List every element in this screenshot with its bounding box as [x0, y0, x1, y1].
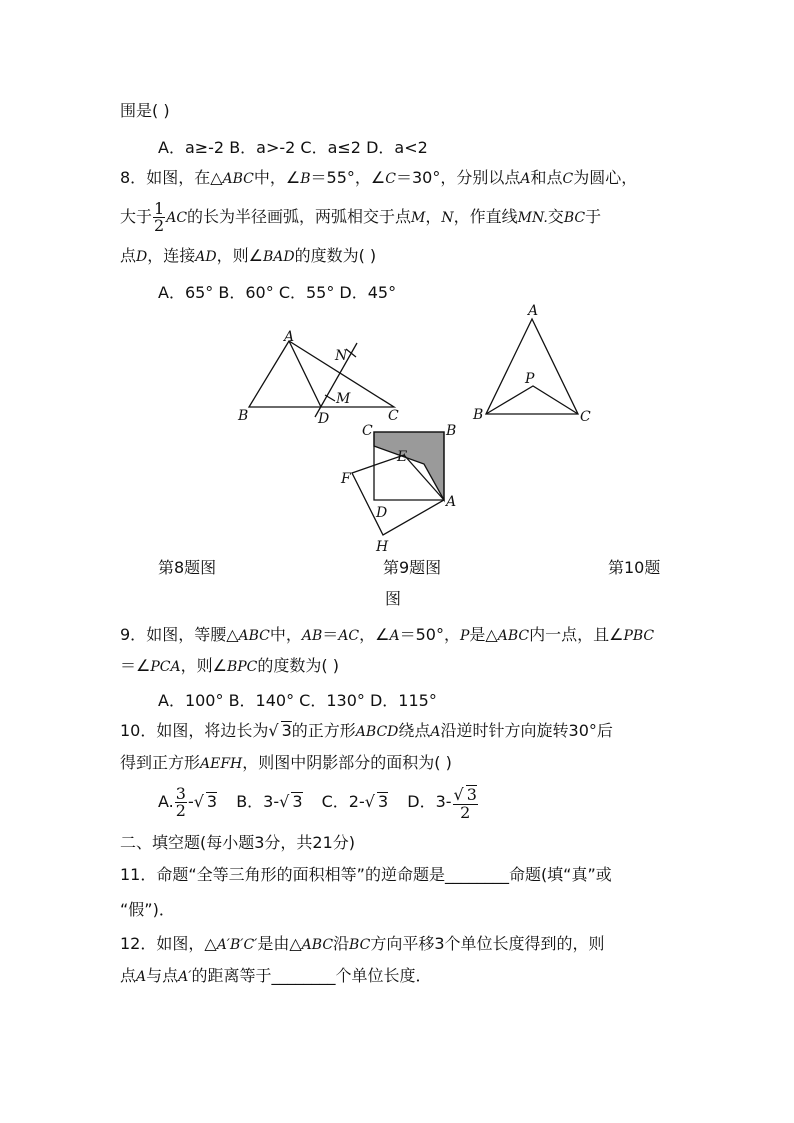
option-a: A. [158, 792, 174, 811]
segments-bp-pc [486, 386, 578, 414]
label-b: B [238, 408, 249, 424]
math-symbol: BPC [226, 659, 258, 675]
math-symbol: P [460, 628, 470, 644]
option-c: C．2- [321, 792, 365, 811]
q7-options: A．a≥-2 B．a>-2 C．a≤2 D．a<2 [158, 138, 428, 157]
q8-text: 为圆心， [573, 168, 638, 187]
q9-line2 [120, 655, 339, 678]
fraction-denominator: 2 [460, 802, 471, 822]
q9-line1 [120, 624, 654, 647]
math-symbol: C [385, 171, 396, 187]
q9-text: ＝ [322, 625, 339, 644]
math-symbol: M [411, 210, 426, 226]
q10-line1 [120, 720, 613, 743]
fraction [153, 201, 165, 234]
q10-text: 沿逆时针方向旋转30°后 [440, 721, 613, 740]
label-b: B [473, 407, 484, 423]
q8-text: ，作直线 [453, 207, 518, 226]
sqrt-radicand: 3 [292, 792, 303, 811]
q9-text: 是△ [469, 625, 498, 644]
q8-text: ＝55°，∠ [310, 168, 386, 187]
q10-text: 如图，将边长为 [156, 721, 269, 740]
q9-text: 的度数为( ) [257, 656, 339, 675]
triangle-abc [486, 319, 578, 414]
fraction [453, 785, 478, 821]
math-symbol: BC [349, 937, 371, 953]
section-2-heading: 二、填空题(每小题3分，共21分) [120, 833, 356, 852]
caption-fig10-wrap: 图 [385, 589, 402, 608]
label-e: E [397, 449, 408, 465]
math-symbol: B [300, 171, 311, 187]
q12-text: 点 [120, 966, 137, 985]
q7-continuation: 围是( ) [120, 101, 170, 120]
label-n: N [335, 348, 348, 364]
q8-text: 点 [120, 246, 137, 265]
q10-text: ，则图中阴影部分的面积为( ) [242, 753, 452, 772]
fraction-denominator: 2 [154, 216, 165, 235]
q12-line1 [120, 933, 605, 956]
q8-text: 大于 [120, 207, 153, 226]
math-symbol: ABC [222, 171, 254, 187]
q8-text: 于 [585, 207, 602, 226]
label-h: H [376, 539, 389, 555]
math-symbol: AD [195, 249, 217, 265]
math-symbol: A′ [178, 969, 192, 985]
q8-text: ， [425, 207, 442, 226]
q11-line1: 11．命题“全等三角形的面积相等”的逆命题是________命题(填“真”或 [120, 865, 612, 884]
label-a: A [528, 303, 539, 319]
label-c: C [580, 409, 591, 425]
q10-options [158, 780, 479, 824]
q8-number: 8． [120, 168, 147, 187]
sqrt-symbol: √ [268, 721, 279, 740]
math-symbol: A [430, 724, 441, 740]
sqrt-radicand: 3 [466, 784, 477, 804]
fraction-denominator: 2 [175, 801, 186, 820]
q9-text: ，则∠ [180, 656, 227, 675]
math-symbol: ABC [301, 937, 334, 953]
math-symbol: ABC [497, 628, 530, 644]
math-symbol: BAD [262, 249, 295, 265]
q8-text: ，则∠ [216, 246, 263, 265]
sqrt-symbol: √ [364, 792, 375, 811]
option-b: B．3- [236, 792, 280, 811]
figure-8 [249, 341, 394, 417]
q8-text: 中，∠ [253, 168, 301, 187]
q9-text: ，∠ [359, 625, 390, 644]
sqrt-symbol: √ [453, 784, 464, 804]
sqrt-radicand: 3 [377, 792, 389, 811]
caption-fig9: 第9题图 [383, 558, 442, 577]
label-b: B [446, 423, 457, 439]
q9-text: 内一点，且∠ [529, 625, 624, 644]
sqrt-radicand: 3 [206, 792, 218, 811]
q8-line1 [120, 167, 637, 190]
q9-text: 中， [269, 625, 302, 644]
q8-text: 如图，在△ [146, 168, 223, 187]
label-d: D [318, 411, 330, 427]
sqrt-symbol: √ [279, 792, 290, 811]
math-symbol: ABC [238, 628, 270, 644]
figure-9 [352, 432, 444, 535]
q10-text: 绕点 [398, 721, 431, 740]
q12-number: 12． [120, 934, 157, 953]
fraction-numerator [453, 785, 478, 805]
math-symbol: A′B′C′ [216, 937, 258, 953]
math-symbol: PBC [623, 628, 655, 644]
label-f: F [341, 471, 351, 487]
math-symbol: AC [338, 628, 360, 644]
q8-text: ，连接 [147, 246, 196, 265]
q8-text: 和点 [530, 168, 563, 187]
math-symbol: AB [301, 628, 323, 644]
label-a: A [446, 494, 457, 510]
math-symbol: AEFH [200, 756, 243, 772]
sqrt-symbol: √ [193, 792, 204, 811]
q8-line3 [120, 245, 376, 268]
q8-options: A．65° B．60° C．55° D．45° [158, 283, 397, 302]
math-symbol: BC [563, 210, 586, 226]
q9-text: ＝50°， [399, 625, 460, 644]
q9-text: 如图，等腰△ [146, 625, 239, 644]
sqrt-radicand: 3 [281, 721, 292, 740]
math-symbol: A [389, 628, 400, 644]
label-c: C [362, 423, 373, 439]
label-d: D [376, 505, 388, 521]
minus: - [187, 792, 194, 811]
q12-text: 的距离等于________个单位长度． [191, 966, 432, 985]
q8-text: 的度数为( ) [294, 246, 377, 265]
q12-text: 沿 [333, 934, 350, 953]
q10-line2 [120, 752, 452, 775]
math-symbol: C [562, 171, 574, 187]
q12-text: 方向平移3个单位长度得到的，则 [370, 934, 605, 953]
q9-number: 9． [120, 625, 147, 644]
math-symbol: PCA [150, 659, 181, 675]
fraction [175, 786, 187, 819]
math-symbol: ABCD [355, 724, 399, 740]
label-c: C [388, 408, 399, 424]
q8-text: 交 [547, 207, 564, 226]
math-symbol: A [136, 969, 147, 985]
shaded-region [374, 432, 444, 500]
label-p: P [525, 371, 535, 387]
label-m: M [336, 391, 351, 407]
math-symbol: A [520, 171, 531, 187]
q12-text: 如图，△ [156, 934, 217, 953]
figure-10 [486, 319, 578, 414]
triangle-abc [249, 341, 394, 407]
q12-text: 是由△ [257, 934, 302, 953]
q8-text: 的长为半径画弧，两弧相交于点 [187, 207, 412, 226]
q10-number: 10． [120, 721, 157, 740]
math-symbol: N [441, 210, 454, 226]
fraction-numerator: 3 [175, 784, 186, 803]
label-a: A [284, 329, 295, 345]
caption-fig8: 第8题图 [158, 558, 217, 577]
q9-options: A．100° B．140° C．130° D．115° [158, 691, 437, 710]
q10-text: 的正方形 [291, 721, 356, 740]
q11-line2: “假”)． [120, 900, 175, 919]
q8-text: ＝30°，分别以点 [395, 168, 521, 187]
q8-line2 [120, 200, 601, 235]
math-symbol: MN. [517, 210, 548, 226]
option-d: D．3- [407, 792, 452, 811]
math-symbol: AC [166, 210, 188, 226]
caption-fig10: 第10题 [608, 558, 661, 577]
q12-text: 与点 [146, 966, 179, 985]
fraction-numerator: 1 [154, 199, 165, 218]
figures-svg [0, 295, 794, 560]
q9-text: ＝∠ [120, 656, 151, 675]
math-symbol: D [136, 249, 148, 265]
q12-line2 [120, 965, 431, 988]
q10-text: 得到正方形 [120, 753, 201, 772]
